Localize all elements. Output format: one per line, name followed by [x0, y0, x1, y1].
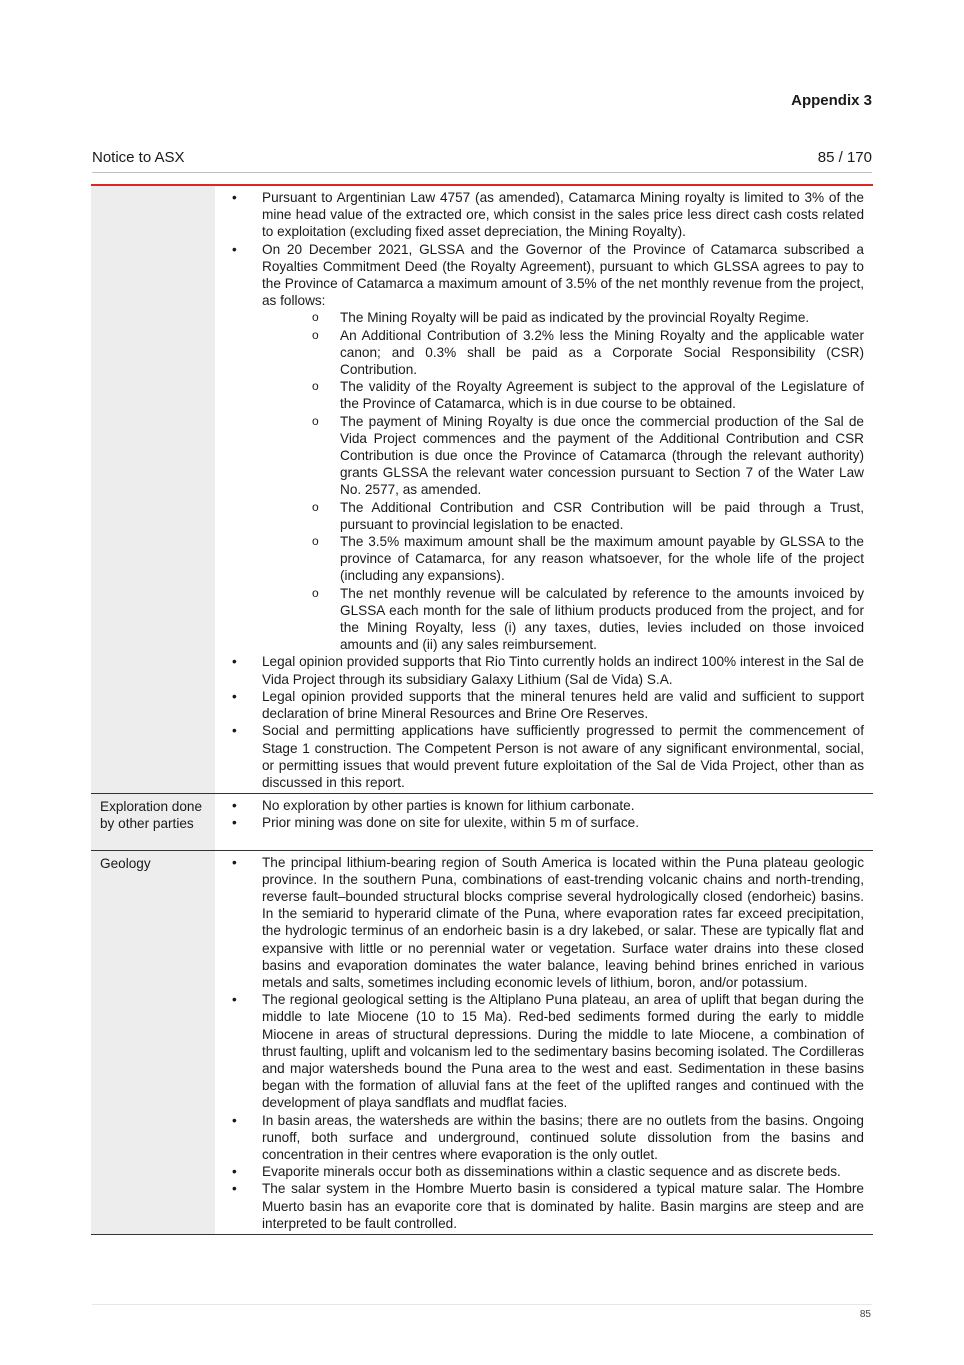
sub-list-item: o The Mining Royalty will be paid as indicated by the provincial Royalty Regime.	[262, 309, 864, 326]
list-item-text: On 20 December 2021, GLSSA and the Governor of the Province of Catamarca subscribed a Royalties Commitment Deed (the Royalty Agreement), pursuant to which GLSSA agrees to pay to the Province of Catamarca a maximum amount of 3.5% of the net monthly revenue from the project, as follows:	[262, 241, 864, 309]
table-row	[91, 794, 873, 850]
list-item: • The principal lithium-bearing region of South America is located within the Puna plateau geologic province. In the southern Puna, combinations of east-trending volcanic chains and north-trending, reverse fault–bounded structural blocks comprise several hydrologically closed (endorheic) basins. In the semiarid to hyperarid climate of the Puna, where evaporation rates far exceed precipitation, the hydrologic terminus of an endorheic basin is a dry lakebed, or salar. These are typically flat and expansive with little or no perennial water or vegetation. Surface water drains into these closed basins and evaporation dominates the water balance, leaving behind brines enriched in various metals and salts, sometimes including economic levels of lithium, boron, and/or potassium.	[215, 854, 864, 992]
row-content	[215, 186, 873, 793]
page-indicator: 85 / 170	[817, 149, 872, 166]
list-item: • Social and permitting applications have sufficiently progressed to permit the commencement of Stage 1 construction. The Competent Person is not aware of any significant environmental, social, or permitting issues that would prevent future exploitation of the Sal de Vida Project, other than as discussed in this report.	[215, 722, 864, 791]
list-item: • Evaporite minerals occur both as disseminations within a clastic sequence and as discrete beds.	[215, 1163, 864, 1180]
row-label: Exploration done by other parties	[91, 794, 215, 849]
sub-list-item: o The 3.5% maximum amount shall be the maximum amount payable by GLSSA to the province of Catamarca, for any reason whatsoever, for the whole life of the project (including any expansions).	[262, 533, 864, 585]
row-content	[215, 794, 873, 849]
list-item: • Pursuant to Argentinian Law 4757 (as amended), Catamarca Mining royalty is limited to 3% of the mine head value of the extracted ore, which consist in the sales price less direct cash costs related to exploitation (excluding fixed asset depreciation, the Mining Royalty).	[215, 189, 864, 241]
list-item: • Legal opinion provided supports that the mineral tenures held are valid and sufficient to support declaration of brine Mineral Resources and Brine Ore Reserves.	[215, 688, 864, 722]
document-title: Notice to ASX	[92, 149, 185, 166]
sub-list-item: o The net monthly revenue will be calculated by reference to the amounts invoiced by GLSSA each month for the sale of lithium products produced from the project, and for the Mining Royalty, less (i) any taxes, duties, levies included on those invoiced amounts and (ii) any sales reimbursement.	[262, 585, 864, 654]
footer-divider	[92, 1304, 872, 1305]
sub-list-item: o An Additional Contribution of 3.2% less the Mining Royalty and the applicable water canon; and 0.3% shall be paid as a Corporate Social Responsibility (CSR) Contribution.	[262, 327, 864, 379]
appendix-label: Appendix 3	[791, 92, 872, 109]
list-item: • Legal opinion provided supports that Rio Tinto currently holds an indirect 100% interest in the Sal de Vida Project through its subsidiary Galaxy Lithium (Sal de Vida) S.A.	[215, 653, 864, 687]
sub-list-item: o The payment of Mining Royalty is due once the commercial production of the Sal de Vida Project commences and the payment of the Additional Contribution and CSR Contribution is due once the Province of Catamarca (through the relevant authority) grants GLSSA the relevant water concession pursuant to Section 7 of the Water Law No. 2577, as amended.	[262, 413, 864, 499]
list-item: • Prior mining was done on site for ulexite, within 5 m of surface.	[215, 814, 864, 831]
row-label	[91, 186, 215, 793]
list-item: • The regional geological setting is the Altiplano Puna plateau, an area of uplift that began during the middle to late Miocene (10 to 15 Ma). Red-bed sediments formed during the early to middle Miocene in areas of structural depressions. During the middle to late Miocene, a combination of thrust faulting, uplift and volcanism led to the sedimentary basins becoming isolated. The Cordilleras and major watersheds bound the Puna area to the west and east. Sedimentation in these basins began with the formation of alluvial fans at the feet of the uplifted ranges and continued with the development of playa sandflats and mudflat facies.	[215, 991, 864, 1111]
header-divider	[92, 172, 872, 173]
list-item: • No exploration by other parties is known for lithium carbonate.	[215, 797, 864, 814]
footer-page-number: 85	[859, 1309, 871, 1320]
list-item	[215, 241, 864, 654]
row-label: Geology	[91, 851, 215, 1234]
list-item: • The salar system in the Hombre Muerto basin is considered a typical mature salar. The Hombre Muerto basin has an evaporite core that is dominated by halite. Basin margins are steep and are interpreted to be fault controlled.	[215, 1180, 864, 1232]
list-item: • In basin areas, the watersheds are within the basins; there are no outlets from the basins. Ongoing runoff, both surface and underground, continued solute dissolution from the basins and concentration in their centres where evaporation is the only outlet.	[215, 1112, 864, 1164]
sub-list-item: o The Additional Contribution and CSR Contribution will be paid through a Trust, pursuant to provincial legislation to be enacted.	[262, 499, 864, 533]
row-content	[215, 851, 873, 1234]
criteria-table	[91, 184, 873, 1235]
table-row	[91, 851, 873, 1235]
sub-list-item: o The validity of the Royalty Agreement is subject to the approval of the Legislature of the Province of Catamarca, which is in due course to be obtained.	[262, 378, 864, 412]
table-row	[91, 186, 873, 794]
